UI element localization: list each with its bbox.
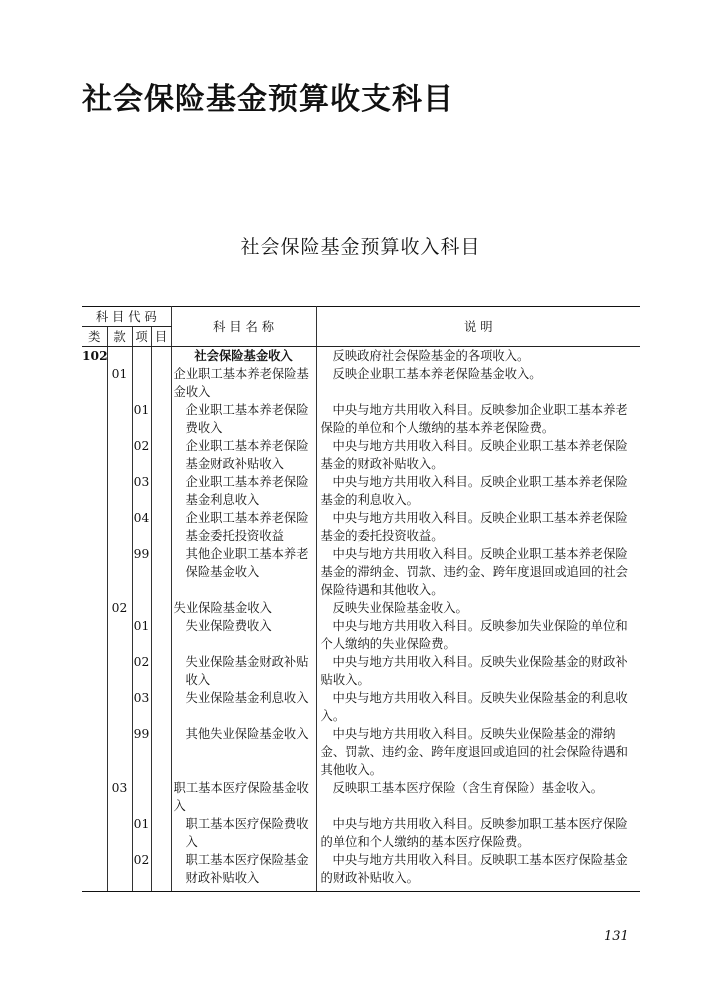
desc-cell: 反映企业职工基本养老保险基金收入。 [332,367,542,381]
xiang-cell: 99 [132,725,151,779]
mu-cell [151,689,171,725]
mu-cell [151,473,171,509]
mu-cell [151,347,171,366]
name-cell: 其他企业职工基本养老保险基金收入 [171,545,316,599]
lei-cell [82,509,107,545]
name-cell: 失业保险费收入 [171,617,316,653]
xiang-cell [132,347,151,366]
mu-cell [151,653,171,689]
desc-cell: 中央与地方共用收入科目。反映失业保险基金的滞纳金、罚款、违约金、跨年度退回或追回的社会保险待遇和其他收入。 [320,727,628,777]
kuan-cell [107,851,132,892]
name-cell: 失业保险基金收入 [171,599,316,617]
table-row [82,779,640,815]
lei-cell [82,437,107,473]
name-cell: 职工基本医疗保险基金收入 [171,779,316,815]
desc-cell: 中央与地方共用收入科目。反映参加失业保险的单位和个人缴纳的失业保险费。 [320,619,628,651]
name-cell: 职工基本医疗保险基金财政补贴收入 [171,851,316,892]
mu-cell [151,725,171,779]
subject-table [82,306,640,892]
xiang-cell [132,365,151,401]
mu-cell [151,401,171,437]
mu-cell [151,815,171,851]
mu-cell [151,599,171,617]
table-row [82,347,640,366]
kuan-cell [107,725,132,779]
kuan-cell [107,653,132,689]
name-cell: 企业职工基本养老保险基金收入 [171,365,316,401]
mu-cell [151,365,171,401]
table-row [82,851,640,892]
lei-cell [82,545,107,599]
name-cell: 企业职工基本养老保险费收入 [171,401,316,437]
desc-cell: 中央与地方共用收入科目。反映企业职工基本养老保险基金的委托投资收益。 [320,511,628,543]
xiang-cell: 04 [132,509,151,545]
lei-cell [82,401,107,437]
page-title: 社会保险基金预算收支科目 [82,82,454,117]
lei-cell [82,653,107,689]
xiang-cell: 01 [132,401,151,437]
name-cell: 企业职工基本养老保险基金利息收入 [171,473,316,509]
lei-cell [82,815,107,851]
table-row [82,725,640,779]
xiang-cell: 02 [132,653,151,689]
lei-cell [82,779,107,815]
kuan-cell: 02 [107,599,132,617]
name-cell: 企业职工基本养老保险基金财政补贴收入 [171,437,316,473]
kuan-cell [107,347,132,366]
kuan-cell [107,509,132,545]
mu-cell [151,851,171,892]
kuan-cell [107,545,132,599]
xiang-cell: 03 [132,473,151,509]
xiang-cell: 01 [132,617,151,653]
kuan-cell: 03 [107,779,132,815]
xiang-cell: 01 [132,815,151,851]
xiang-cell [132,779,151,815]
lei-header: 类 [82,327,107,347]
mu-cell [151,509,171,545]
mu-header: 目 [151,327,171,347]
code-group-header: 科 目 代 码 [82,307,171,327]
desc-cell: 反映失业保险基金收入。 [332,601,468,615]
page-number: 131 [604,929,629,944]
kuan-header: 款 [107,327,132,347]
xiang-cell: 99 [132,545,151,599]
kuan-cell [107,815,132,851]
mu-cell [151,545,171,599]
lei-cell [82,851,107,892]
lei-cell [82,725,107,779]
table-row [82,599,640,617]
lei-cell [82,599,107,617]
mu-cell [151,437,171,473]
kuan-cell [107,689,132,725]
lei-cell [82,365,107,401]
desc-cell: 中央与地方共用收入科目。反映企业职工基本养老保险基金的财政补贴收入。 [320,439,628,471]
desc-cell: 反映职工基本医疗保险（含生育保险）基金收入。 [332,781,604,795]
table-row [82,689,640,725]
desc-cell: 中央与地方共用收入科目。反映企业职工基本养老保险基金的利息收入。 [320,475,628,507]
kuan-cell: 01 [107,365,132,401]
table-header [82,307,640,347]
table-row [82,437,640,473]
xiang-header: 项 [132,327,151,347]
name-cell: 失业保险基金利息收入 [171,689,316,725]
desc-cell: 中央与地方共用收入科目。反映参加职工基本医疗保险的单位和个人缴纳的基本医疗保险费。 [320,817,628,849]
desc-cell: 中央与地方共用收入科目。反映参加企业职工基本养老保险的单位和个人缴纳的基本养老保险费。 [320,403,628,435]
xiang-cell: 03 [132,689,151,725]
kuan-cell [107,401,132,437]
desc-cell: 中央与地方共用收入科目。反映失业保险基金的利息收入。 [320,691,628,723]
lei-cell [82,473,107,509]
table-row [82,653,640,689]
mu-cell [151,617,171,653]
xiang-cell [132,599,151,617]
name-cell: 其他失业保险基金收入 [171,725,316,779]
lei-cell [82,689,107,725]
name-cell: 职工基本医疗保险费收入 [171,815,316,851]
name-cell: 失业保险基金财政补贴收入 [171,653,316,689]
name-header: 科 目 名 称 [171,307,316,347]
desc-cell: 中央与地方共用收入科目。反映职工基本医疗保险基金的财政补贴收入。 [316,851,640,892]
kuan-cell [107,617,132,653]
desc-header: 说 明 [316,307,640,347]
mu-cell [151,779,171,815]
table-body [82,347,640,892]
name-cell: 企业职工基本养老保险基金委托投资收益 [171,509,316,545]
lei-cell [82,617,107,653]
section-title: 社会保险基金预算收入科目 [240,236,481,258]
xiang-cell: 02 [132,851,151,892]
kuan-cell [107,473,132,509]
xiang-cell: 02 [132,437,151,473]
table-row [82,545,640,599]
table-row [82,815,640,851]
table-row [82,473,640,509]
name-cell: 社会保险基金收入 [171,347,316,366]
desc-cell: 反映政府社会保险基金的各项收入。 [332,349,530,363]
table-row [82,509,640,545]
table-row [82,401,640,437]
desc-cell: 中央与地方共用收入科目。反映失业保险基金的财政补贴收入。 [320,655,628,687]
lei-cell: 102 [82,348,108,363]
kuan-cell [107,437,132,473]
table-row [82,365,640,401]
desc-cell: 中央与地方共用收入科目。反映企业职工基本养老保险基金的滞纳金、罚款、违约金、跨年度退回或追回的社会保险待遇和其他收入。 [320,547,628,597]
table-row [82,617,640,653]
